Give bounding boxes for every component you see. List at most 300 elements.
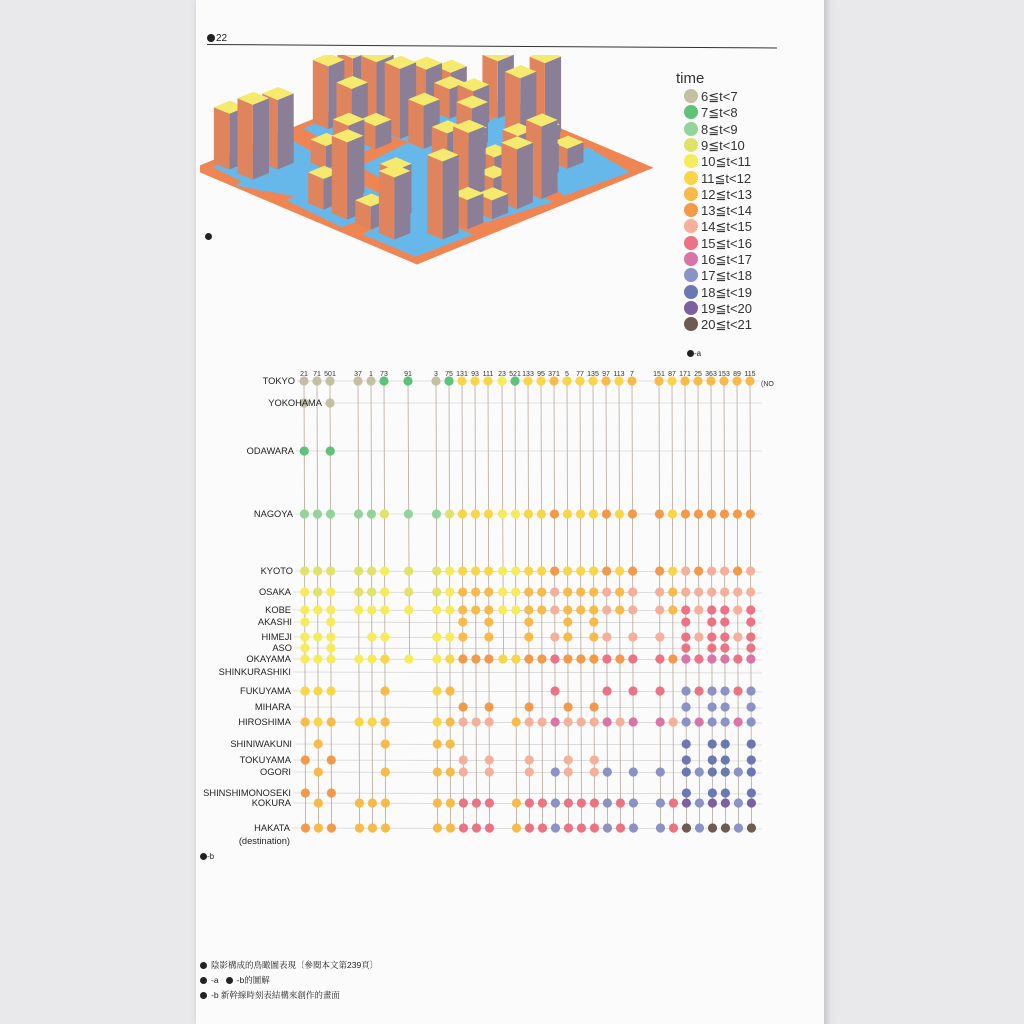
train-number-label: 91 <box>404 371 412 378</box>
train-stop-dot <box>564 798 573 807</box>
train-stop-dot <box>432 686 441 695</box>
station-label: HIROSHIMA <box>238 717 291 727</box>
train-stop-dot <box>746 587 755 596</box>
train-number-label: 93 <box>471 371 479 378</box>
legend-item <box>684 251 752 268</box>
legend-label: 12≦t<13 <box>701 186 753 202</box>
train-column <box>497 371 507 664</box>
train-stop-dot <box>590 823 599 832</box>
train-stop-dot <box>589 632 598 641</box>
city-tower <box>427 148 459 239</box>
train-stop-dot <box>458 654 467 663</box>
train-stop-dot <box>512 823 521 832</box>
train-stop-dot <box>355 717 364 726</box>
train-stop-dot <box>707 617 716 626</box>
page-gutter <box>824 0 832 1024</box>
train-stop-dot <box>746 702 755 711</box>
train-stop-dot <box>590 767 599 776</box>
page-number: 22 <box>207 33 227 44</box>
figure-b-tag: -b <box>200 852 214 861</box>
legend-item <box>684 267 752 284</box>
figure-captions <box>200 958 378 1003</box>
train-column <box>379 371 390 833</box>
train-stop-dot <box>524 587 533 596</box>
train-stop-dot <box>326 446 335 455</box>
train-stop-dot <box>354 509 363 518</box>
train-stop-dot <box>404 566 413 575</box>
train-stop-dot <box>537 605 546 614</box>
train-column <box>403 371 413 664</box>
train-stop-dot <box>746 566 755 575</box>
train-stop-dot <box>681 643 690 652</box>
train-column <box>667 371 678 833</box>
caption-bullet-icon <box>200 962 207 969</box>
train-stop-dot <box>694 632 703 641</box>
train-stop-dot <box>300 654 309 663</box>
train-number-label: 37 <box>354 371 362 378</box>
train-number-label: 5 <box>565 371 569 378</box>
legend-label: 11≦t<12 <box>701 170 752 186</box>
train-stop-dot <box>511 654 520 663</box>
train-stop-dot <box>628 566 637 575</box>
legend-label: 13≦t<14 <box>701 203 753 219</box>
train-stop-dot <box>708 717 717 726</box>
station-label: SHINKURASHIKI <box>218 667 291 677</box>
train-number-label: 363 <box>705 371 717 378</box>
train-stop-dot <box>300 446 309 455</box>
train-stop-dot <box>720 605 729 614</box>
train-stop-dot <box>563 587 572 596</box>
train-stop-dot <box>747 788 756 797</box>
train-number-label: 111 <box>482 371 494 378</box>
train-stop-dot <box>707 702 716 711</box>
train-stop-dot <box>313 686 322 695</box>
figure-a-bullet-icon <box>687 350 694 357</box>
train-column <box>744 371 756 833</box>
train-stop-dot <box>326 654 335 663</box>
train-stop-dot <box>537 566 546 575</box>
train-column <box>324 371 336 833</box>
train-stop-dot <box>564 767 573 776</box>
train-stop-dot <box>445 654 454 663</box>
train-route-line <box>384 381 386 828</box>
legend-label: 15≦t<16 <box>701 235 753 251</box>
train-stop-dot <box>313 587 322 596</box>
train-stop-dot <box>433 767 442 776</box>
train-stop-dot <box>550 686 559 695</box>
station-label: TOKUYAMA <box>239 755 291 765</box>
train-stop-dot <box>525 798 534 807</box>
train-number-label: 151 <box>653 371 665 378</box>
train-stop-dot <box>538 798 547 807</box>
train-stop-dot <box>380 509 389 518</box>
train-stop-dot <box>367 632 376 641</box>
train-stop-dot <box>354 566 363 575</box>
train-stop-dot <box>459 717 468 726</box>
train-stop-dot <box>314 767 323 776</box>
train-stop-dot <box>459 823 468 832</box>
train-stop-dot <box>629 767 638 776</box>
train-stop-dot <box>484 617 493 626</box>
train-stop-dot <box>326 632 335 641</box>
train-stop-dot <box>313 605 322 614</box>
train-stop-dot <box>669 823 678 832</box>
train-stop-dot <box>681 686 690 695</box>
train-stop-dot <box>485 755 494 764</box>
train-stop-dot <box>655 587 664 596</box>
legend-label: 18≦t<19 <box>701 284 753 300</box>
train-number-label: 131 <box>456 371 468 378</box>
train-stop-dot <box>313 654 322 663</box>
train-stop-dot <box>681 587 690 596</box>
train-stop-dot <box>314 823 323 832</box>
station-label: KOBE <box>265 605 291 615</box>
train-stop-dot <box>498 587 507 596</box>
legend-label: 8≦t<9 <box>701 121 738 137</box>
train-stop-dot <box>525 767 534 776</box>
train-stop-dot <box>446 823 455 832</box>
train-route-line <box>449 381 451 828</box>
train-stop-dot <box>655 686 664 695</box>
train-stop-dot <box>537 587 546 596</box>
train-column <box>483 371 494 833</box>
train-stop-dot <box>708 823 717 832</box>
train-stop-dot <box>511 605 520 614</box>
train-stop-dot <box>551 767 560 776</box>
train-stop-dot <box>498 605 507 614</box>
legend-swatch-icon <box>684 268 698 282</box>
legend-label: 17≦t<18 <box>701 268 753 284</box>
train-stop-dot <box>721 823 730 832</box>
train-stop-dot <box>327 788 336 797</box>
train-stop-dot <box>355 823 364 832</box>
train-stop-dot <box>313 566 322 575</box>
train-column <box>562 371 573 833</box>
train-column <box>679 371 691 833</box>
train-stop-dot <box>747 823 756 832</box>
train-column <box>299 371 310 833</box>
train-stop-dot <box>354 605 363 614</box>
train-number-header: (NO <box>761 381 774 388</box>
city-tower <box>238 92 270 180</box>
station-label: KYOTO <box>260 566 293 576</box>
train-stop-dot <box>668 605 677 614</box>
train-stop-dot <box>695 717 704 726</box>
train-stop-dot <box>655 566 664 575</box>
train-stop-dot <box>616 717 625 726</box>
train-stop-dot <box>602 654 611 663</box>
train-column <box>718 371 730 833</box>
train-stop-dot <box>563 632 572 641</box>
station-label: ASO <box>272 643 292 653</box>
train-stop-dot <box>708 767 717 776</box>
train-stop-dot <box>721 798 730 807</box>
train-stop-dot <box>708 755 717 764</box>
train-stop-dot <box>720 702 729 711</box>
train-route-line <box>580 381 582 828</box>
train-stop-dot <box>484 509 493 518</box>
train-stop-dot <box>484 632 493 641</box>
train-stop-dot <box>550 566 559 575</box>
train-stop-dot <box>498 654 507 663</box>
train-stop-dot <box>325 398 334 407</box>
train-route-line <box>358 381 360 828</box>
train-stop-dot <box>327 823 336 832</box>
train-stop-dot <box>681 702 690 711</box>
train-stop-dot <box>433 798 442 807</box>
train-stop-dot <box>538 717 547 726</box>
train-stop-dot <box>629 823 638 832</box>
train-stop-dot <box>512 798 521 807</box>
station-line <box>293 691 762 692</box>
legend-item <box>684 202 752 219</box>
train-stop-dot <box>655 509 664 518</box>
station-line <box>293 672 762 673</box>
train-stop-dot <box>368 798 377 807</box>
train-stop-dot <box>459 755 468 764</box>
train-stop-dot <box>380 587 389 596</box>
train-stop-dot <box>458 702 467 711</box>
train-stop-dot <box>485 767 494 776</box>
train-route-line <box>554 381 556 828</box>
train-column <box>587 371 599 833</box>
train-stop-dot <box>694 587 703 596</box>
train-stop-dot <box>381 823 390 832</box>
train-stop-dot <box>615 509 624 518</box>
train-stop-dot <box>525 823 534 832</box>
caption-bullet-icon <box>226 977 233 984</box>
train-stop-dot <box>589 702 598 711</box>
train-stop-dot <box>537 654 546 663</box>
legend-label: 20≦t<21 <box>701 317 753 333</box>
isometric-city-figure <box>200 55 670 355</box>
train-stop-dot <box>707 587 716 596</box>
legend-item <box>684 88 738 105</box>
train-stop-dot <box>682 767 691 776</box>
train-stop-dot <box>445 605 454 614</box>
train-stop-dot <box>511 587 520 596</box>
train-stop-dot <box>484 587 493 596</box>
station-label: HIMEJI <box>261 632 292 642</box>
station-label: SHINIWAKUNI <box>230 739 292 749</box>
train-stop-dot <box>734 767 743 776</box>
train-stop-dot <box>721 755 730 764</box>
train-number-label: 171 <box>679 371 691 378</box>
train-stop-dot <box>720 566 729 575</box>
legend-item <box>684 186 752 203</box>
train-number-label: 371 <box>548 371 560 378</box>
train-stop-dot <box>746 686 755 695</box>
train-stop-dot <box>355 798 364 807</box>
train-stop-dot <box>472 798 481 807</box>
train-stop-dot <box>720 617 729 626</box>
train-stop-dot <box>433 823 442 832</box>
train-number-label: 501 <box>324 371 336 378</box>
train-column <box>705 371 717 833</box>
train-stop-dot <box>707 632 716 641</box>
train-stop-dot <box>576 509 585 518</box>
train-stop-dot <box>446 717 455 726</box>
train-stop-dot <box>694 566 703 575</box>
train-stop-dot <box>314 798 323 807</box>
train-column <box>548 371 560 833</box>
train-stop-dot <box>300 509 309 518</box>
train-stop-dot <box>300 617 309 626</box>
train-stop-dot <box>602 686 611 695</box>
train-stop-dot <box>682 739 691 748</box>
train-column <box>470 371 481 833</box>
train-stop-dot <box>326 587 335 596</box>
train-stop-dot <box>300 587 309 596</box>
train-stop-dot <box>669 717 678 726</box>
train-stop-dot <box>603 717 612 726</box>
train-stop-dot <box>695 767 704 776</box>
train-stop-dot <box>498 566 507 575</box>
train-stop-dot <box>524 617 533 626</box>
train-stop-dot <box>445 587 454 596</box>
shinkansen-timetable-chart <box>0 360 824 860</box>
train-stop-dot <box>733 605 742 614</box>
train-stop-dot <box>459 798 468 807</box>
train-stop-dot <box>300 566 309 575</box>
legend-swatch-icon <box>684 236 698 250</box>
train-stop-dot <box>446 798 455 807</box>
train-stop-dot <box>628 654 637 663</box>
train-stop-dot <box>381 798 390 807</box>
train-stop-dot <box>524 605 533 614</box>
station-label: NAGOYA <box>253 509 293 519</box>
train-stop-dot <box>524 509 533 518</box>
train-stop-dot <box>628 587 637 596</box>
train-stop-dot <box>577 823 586 832</box>
train-stop-dot <box>445 566 454 575</box>
train-route-line <box>541 381 543 828</box>
train-stop-dot <box>550 587 559 596</box>
train-stop-dot <box>432 605 441 614</box>
train-stop-dot <box>380 686 389 695</box>
caption-2: -a -b的圖解 <box>200 973 378 988</box>
train-stop-dot <box>669 798 678 807</box>
destination-note: (destination) <box>238 836 290 846</box>
train-stop-dot <box>733 686 742 695</box>
train-stop-dot <box>550 654 559 663</box>
city-tower <box>379 164 411 239</box>
train-stop-dot <box>628 632 637 641</box>
legend-swatch-icon <box>684 89 698 103</box>
train-stop-dot <box>524 702 533 711</box>
legend-swatch-icon <box>684 154 698 168</box>
legend-label: 19≦t<20 <box>701 300 753 316</box>
train-stop-dot <box>381 717 390 726</box>
train-stop-dot <box>590 798 599 807</box>
train-stop-dot <box>721 717 730 726</box>
train-stop-dot <box>747 767 756 776</box>
train-number-label: 521 <box>509 371 521 378</box>
legend-swatch-icon <box>684 105 698 119</box>
caption-3: -b 新幹線時刻表結構來創作的畫面 <box>200 988 378 1003</box>
train-stop-dot <box>590 755 599 764</box>
train-stop-dot <box>485 717 494 726</box>
legend-label: 10≦t<11 <box>701 154 752 170</box>
train-stop-dot <box>655 632 664 641</box>
train-stop-dot <box>708 739 717 748</box>
legend-item <box>684 153 751 170</box>
train-column <box>431 371 442 833</box>
train-stop-dot <box>300 643 309 652</box>
train-stop-dot <box>381 767 390 776</box>
legend-label: 9≦t<10 <box>701 137 745 153</box>
train-stop-dot <box>733 509 742 518</box>
train-stop-dot <box>404 654 413 663</box>
train-stop-dot <box>655 605 664 614</box>
train-stop-dot <box>589 654 598 663</box>
train-stop-dot <box>432 654 441 663</box>
train-stop-dot <box>721 788 730 797</box>
train-route-line <box>408 381 410 659</box>
train-stop-dot <box>734 798 743 807</box>
train-stop-dot <box>681 605 690 614</box>
train-stop-dot <box>602 605 611 614</box>
train-stop-dot <box>446 739 455 748</box>
train-stop-dot <box>576 566 585 575</box>
station-label: SHINSHIMONOSEKI <box>203 788 291 798</box>
train-stop-dot <box>616 798 625 807</box>
train-stop-dot <box>681 654 690 663</box>
train-stop-dot <box>603 798 612 807</box>
train-stop-dot <box>589 509 598 518</box>
station-line <box>294 744 762 745</box>
train-column <box>456 371 468 833</box>
train-stop-dot <box>564 823 573 832</box>
train-number-label: 7 <box>630 371 634 378</box>
train-stop-dot <box>367 654 376 663</box>
train-number-label: 153 <box>718 371 730 378</box>
train-stop-dot <box>433 739 442 748</box>
train-stop-dot <box>484 605 493 614</box>
train-stop-dot <box>747 717 756 726</box>
legend-swatch-icon <box>684 171 698 185</box>
legend-swatch-icon <box>684 317 698 331</box>
train-stop-dot <box>314 717 323 726</box>
train-stop-dot <box>563 654 572 663</box>
train-column <box>653 371 665 833</box>
train-stop-dot <box>301 755 310 764</box>
figure-left-bullet-icon <box>205 233 212 240</box>
train-stop-dot <box>511 509 520 518</box>
train-stop-dot <box>720 587 729 596</box>
train-stop-dot <box>589 587 598 596</box>
train-stop-dot <box>615 566 624 575</box>
train-stop-dot <box>471 566 480 575</box>
legend-label: 6≦t<7 <box>701 89 738 104</box>
train-column <box>522 371 534 833</box>
train-stop-dot <box>576 587 585 596</box>
train-stop-dot <box>656 717 665 726</box>
train-column <box>601 371 612 833</box>
station-label: OSAKA <box>258 587 291 597</box>
train-stop-dot <box>656 767 665 776</box>
station-label: OKAYAMA <box>246 654 291 664</box>
train-stop-dot <box>589 566 598 575</box>
train-column <box>575 371 586 833</box>
train-stop-dot <box>326 509 335 518</box>
train-number-label: 1 <box>369 371 373 378</box>
train-number-label: 97 <box>602 371 610 378</box>
legend-swatch-icon <box>684 187 698 201</box>
train-number-label: 71 <box>313 371 321 378</box>
train-number-label: 113 <box>613 371 625 378</box>
legend-title: time <box>676 70 705 87</box>
